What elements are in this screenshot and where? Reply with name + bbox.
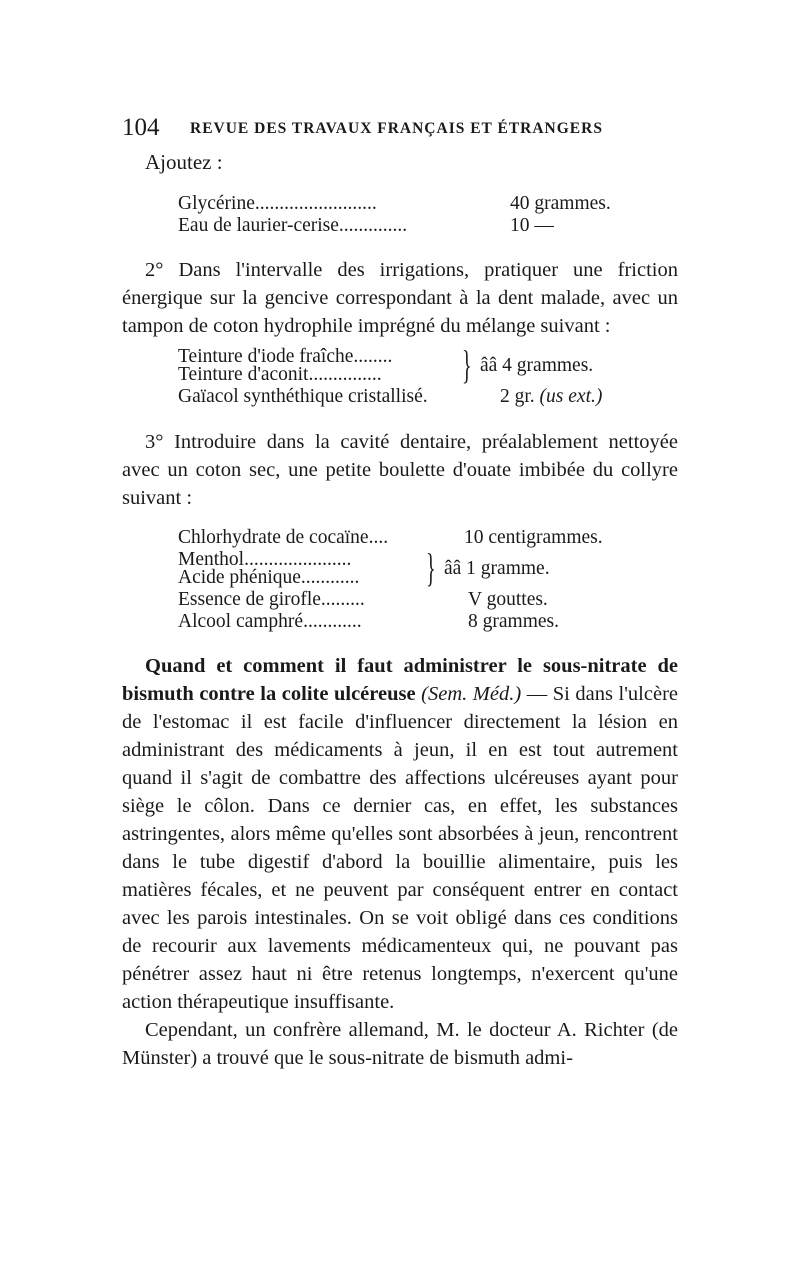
- prescription-3: [178, 527, 648, 633]
- dose-amount: 2 gr.: [500, 386, 535, 407]
- paragraph-3: [122, 428, 678, 512]
- rx-dose: ââ 4 grammes.: [480, 355, 594, 376]
- article-text: — Si dans l'ulcère de l'estomac il est facile d'influencer directement la lésion en administrant des médicaments à jeun, il en est tout autrement quand il s'agit de combattre des affections ulcéreuses ayant pour siège le côlon. Dans ce dernier cas, en effet, les substances astringentes, alors même qu'elles sont absorbées à jeun, rencontrent dans le tube digestif d'abord la bouillie alimentaire, puis les matières fécales, et ne peuvent par conséquent entrer en contact avec les parois intestinales. On se voit obligé dans ces conditions de recourir aux lavements médicamenteux qui, ne pouvant pas pénétrer assez haut ni être retenus longtemps, n'exercent qu'une action thérapeutique insuffisante.: [122, 683, 678, 1013]
- rx-brace-group: [178, 545, 648, 590]
- paragraph-text: 3° Introduire dans la cavité dentaire, préalablement nettoyée avec un coton sec, une petite boulette d'ouate imbibée du collyre suivant :: [122, 431, 678, 509]
- rx-row: [178, 527, 648, 549]
- rx-brace-group: [178, 342, 648, 387]
- rx-dose: [500, 386, 602, 408]
- article-section: [122, 652, 678, 1072]
- rx-item: Eau de laurier-cerise..............: [178, 215, 408, 236]
- rx-item: Chlorhydrate de cocaïne....: [178, 527, 389, 548]
- article-source: (Sem. Méd.): [421, 683, 522, 705]
- rx-row: [178, 386, 648, 408]
- rx-item: Menthol......................: [178, 549, 352, 570]
- article-paragraph: Cependant, un confrère allemand, M. le docteur A. Richter (de Münster) a trouvé que le sous-nitrate de bismuth admi-: [122, 1019, 678, 1069]
- rx-dose: 40 grammes.: [510, 193, 611, 214]
- prescription-2: [178, 342, 648, 408]
- rx-row: [178, 215, 648, 237]
- rx-row: [178, 611, 648, 633]
- rx-dose: 10 centigrammes.: [464, 527, 603, 548]
- rx-item: Teinture d'iode fraîche........: [178, 346, 393, 367]
- rx-item: Teinture d'aconit...............: [178, 364, 382, 385]
- rx-item: Gaïacol synthéthique cristallisé.: [178, 386, 428, 407]
- brace-symbol: }: [426, 545, 436, 590]
- brace-symbol: }: [462, 342, 472, 387]
- article-title: Quand et comment il faut administrer le sous-nitrate de bismuth contre la colite ulcéreuse: [122, 655, 678, 705]
- intro-text: Ajoutez :: [145, 150, 223, 174]
- rx-dose: ââ 1 gramme.: [444, 558, 550, 579]
- rx-row: [178, 193, 648, 215]
- rx-item: Alcool camphré............: [178, 611, 362, 632]
- dose-note: (us ext.): [539, 386, 603, 407]
- rx-dose: 10 —: [510, 215, 554, 236]
- paragraph-2: [122, 256, 678, 340]
- rx-item: Essence de girofle.........: [178, 589, 365, 610]
- article-paragraph: [122, 652, 678, 1016]
- page-header: [122, 110, 682, 150]
- page-number: 104: [122, 114, 160, 141]
- running-title: REVUE DES TRAVAUX FRANÇAIS ET ÉTRANGERS: [190, 120, 603, 137]
- rx-item: Glycérine.........................: [178, 193, 377, 214]
- rx-dose: 8 grammes.: [468, 611, 559, 632]
- rx-dose: V gouttes.: [468, 589, 548, 610]
- rx-item: Acide phénique............: [178, 567, 360, 588]
- prescription-1: [178, 193, 648, 237]
- paragraph-text: 2° Dans l'intervalle des irrigations, pratiquer une friction énergique sur la gencive correspondant à la dent malade, avec un tampon de coton hydrophile imprégné du mélange suivant :: [122, 259, 678, 337]
- rx-row: [178, 589, 648, 611]
